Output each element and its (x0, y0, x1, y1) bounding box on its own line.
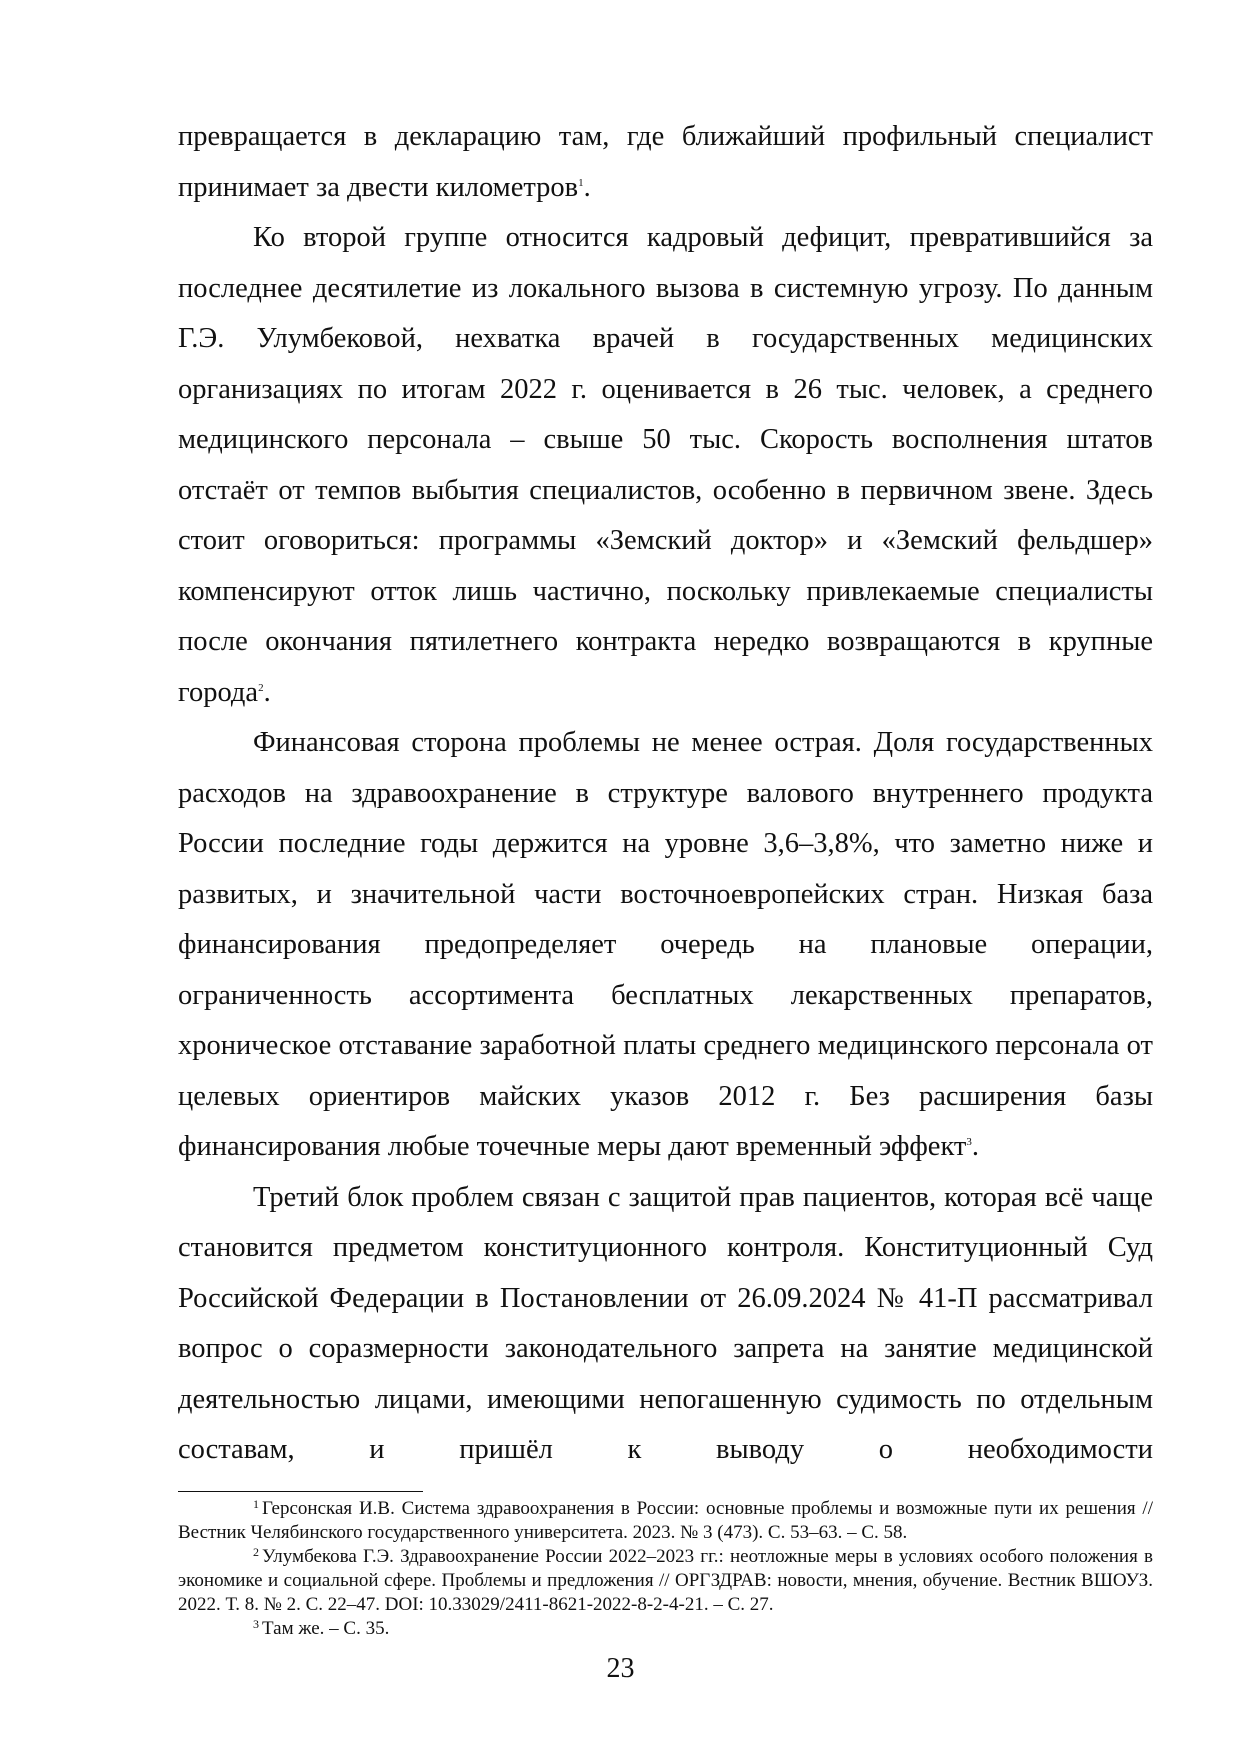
paragraph-tail: . (263, 676, 271, 708)
paragraph-2 (178, 213, 1153, 718)
paragraph-3 (178, 718, 1153, 1173)
footnote-reference: 1 (578, 176, 584, 189)
footnote-number: 2 (253, 1545, 259, 1559)
footnote-reference: 3 (966, 1136, 972, 1148)
paragraph-text: Финансовая сторона проблемы не менее острая. Доля государственных расходов на здравоохранение в структуре валового внутреннего продукта России последние годы держится на уровне 3,6–3,8%, что заметно ниже и развитых, и значительной части восточноевропейских стран. Низкая база финансирования предопределяет очередь на плановые операции, ограниченность ассортимента бесплатных лекарственных препаратов, хроническое отставание заработной платы среднего медицинского персонала от целевых ориентиров майских указов 2012 г. Без расширения базы финансирования любые точечные меры дают временный эффект (178, 727, 1153, 1162)
footnote-reference: 2 (258, 681, 264, 694)
footnote-3 (178, 1617, 1153, 1641)
page-number: 23 (606, 1653, 635, 1684)
footnote-text: Там же. – С. 35. (262, 1618, 390, 1639)
paragraph-text: превращается в декларацию там, где ближайший профильный специалист принимает за двести километров (178, 121, 1153, 203)
footnote-2 (178, 1545, 1153, 1617)
body-text (178, 112, 1153, 1476)
footnote-1 (178, 1497, 1153, 1545)
footnote-separator (178, 1491, 423, 1492)
paragraph-1 (178, 112, 1153, 213)
paragraph-text: Ко второй группе относится кадровый дефицит, превратившийся за последнее десятилетие из локального вызова в системную угрозу. По данным Г.Э. Улумбековой, нехватка врачей в государственных медицинских организациях по итогам 2022 г. оценивается в 26 тыс. человек, а среднего медицинского персонала – свыше 50 тыс. Скорость восполнения штатов отстаёт от темпов выбытия специалистов, особенно в первичном звене. Здесь стоит оговориться: программы «Земский доктор» и «Земский фельдшер» компенсируют отток лишь частично, поскольку привлекаемые специалисты после окончания пятилетнего контракта нередко возвращаются в крупные города (178, 222, 1153, 708)
footnote-text: Улумбекова Г.Э. Здравоохранение России 2022–2023 гг.: неотложные меры в условиях особого положения в экономике и социальной сфере. Проблемы и предложения // ОРГЗДРАВ: новости, мнения, обучение. Вестник ВШОУЗ. 2022. Т. 8. № 2. С. 22–47. DOI: 10.33029/2411-8621-2022-8-2-4-21. – С. 27. (178, 1546, 1153, 1615)
footnote-number: 1 (253, 1497, 259, 1511)
footnote-number: 3 (253, 1617, 259, 1631)
footnotes (178, 1497, 1153, 1641)
footnote-text: Герсонская И.В. Система здравоохранения в России: основные проблемы и возможные пути их решения // Вестник Челябинского государственного университета. 2023. № 3 (473). С. 53–63. – С. 58. (178, 1498, 1153, 1543)
paragraph-tail: . (971, 1131, 980, 1162)
paragraph-4 (178, 1173, 1153, 1476)
paragraph-text: Третий блок проблем связан с защитой прав пациентов, которая всё чаще становится предметом конституционного контроля. Конституционный Суд Российской Федерации в Постановлении от 26.09.2024 № 41-П рассматривал вопрос о соразмерности законодательного запрета на занятие медицинской деятельностью лицами, имеющими непогашенную судимость по отдельным составам, и пришёл к выводу о необходимости (178, 1181, 1153, 1465)
paragraph-tail: . (583, 171, 591, 203)
